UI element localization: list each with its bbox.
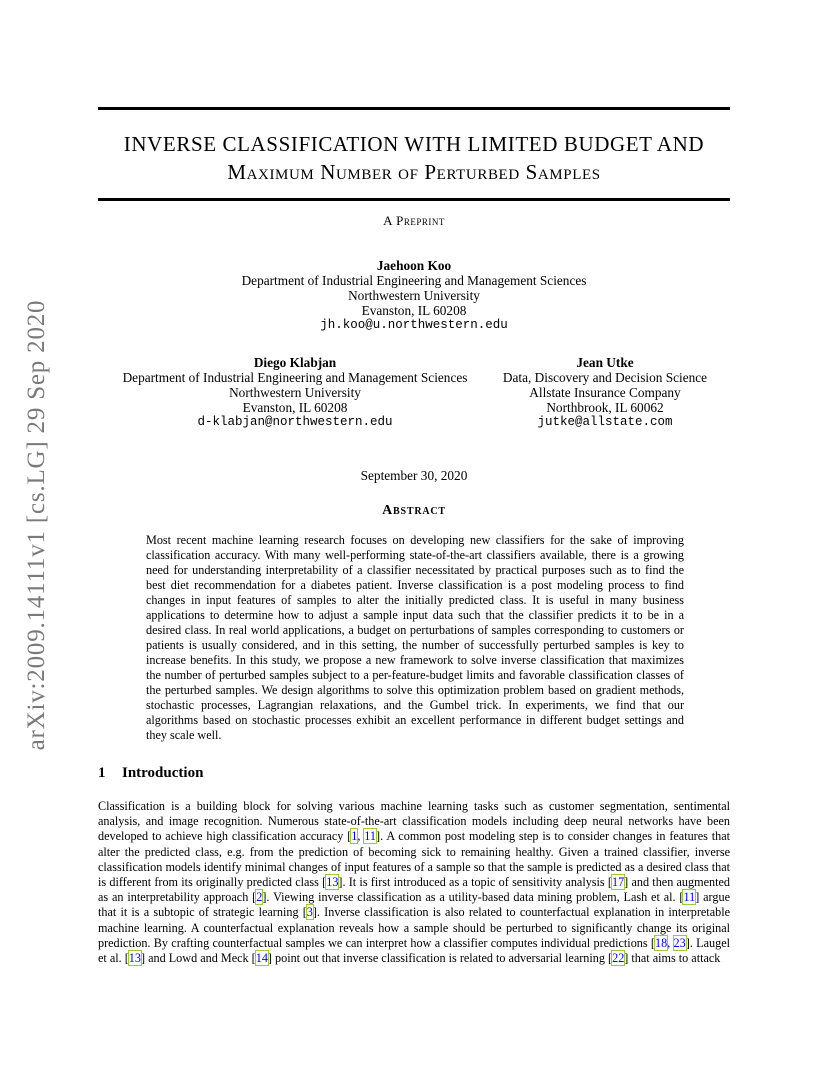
author-institution: Allstate Insurance Company <box>529 385 681 400</box>
section-heading <box>98 765 203 782</box>
text-run: ] that aims to attack <box>624 951 721 966</box>
author-location: Evanston, IL 60208 <box>361 303 467 318</box>
citation-link[interactable]: 22 <box>612 951 625 966</box>
title-cap: C <box>222 132 238 156</box>
abstract-text: Most recent machine learning research focuses on developing new classifiers for the sake of improving classification accuracy. With many well-performing state-of-the-art classifiers available, there is a growing need for understanding interpretability of a classifier necessitated by practical purposes such as to find the best diet recommendation for a diabetes patient. Inverse classification is a post modeling process to find changes in input features of samples to alter the initially predicted class. It is useful in many business applications to determine how to adjust a sample input data such that the classifier predicts it to be in a desired class. In real world applications, a budget on perturbations of samples corresponding to customers or patients is usually considered, and in this setting, the number of successfully perturbed samples is key to increase benefits. In this study, we propose a new framework to solve inverse classification that maximizes the number of perturbed samples subject to a per-feature-budget limits and favorable classification classes of the perturbed samples. We design algorithms to solve this optimization problem based on gradient methods, stochastic processes, Lagrangian relaxations, and the Gumbel trick. In experiments, we find that our algorithms based on stochastic processes exhibit an excellent performance in different budget settings and they scale well. <box>146 533 684 742</box>
text-run: ]. A common post modeling step is to consider changes in features that alter the predicted class, e.g. from the prediction of becoming sick to remaining healthy. Given a trained classifier, inverse classification models identify minimal changes of input features of a sample so that the sample is predicted as a desired class that is different from its originally predicted class [ <box>98 829 731 890</box>
title-sc: IMITED <box>480 132 564 156</box>
author-3 <box>490 355 720 430</box>
text-run: ] and Lowd and Meck [ <box>140 951 256 966</box>
title-top-rule <box>98 107 730 110</box>
text-run: ]. It is first introduced as a topic of sensitivity analysis [ <box>338 875 612 890</box>
citation-link[interactable]: 23 <box>673 935 686 950</box>
text-run: , <box>667 935 674 950</box>
author-email[interactable]: jh.koo@u.northwestern.edu <box>320 318 508 332</box>
author-email[interactable]: d-klabjan@northwestern.edu <box>197 415 393 429</box>
author-affiliation: Data, Discovery and Decision Science <box>502 370 708 385</box>
author-2 <box>110 355 480 430</box>
title-line-1 <box>98 130 730 158</box>
citation-link[interactable]: 1 <box>351 829 358 844</box>
publication-date: September 30, 2020 <box>360 468 468 483</box>
citation-link[interactable]: 11 <box>683 890 696 905</box>
citation-link[interactable]: 3 <box>306 905 313 920</box>
text-run: ]. Inverse classification is also related to counterfactual explanation in interpretable machine learning. A counterfactual explanation reveals how a sample should be perturbed to significantly change its original prediction. By crafting counterfactual samples we can interpret how a classifier computes individual predictions [ <box>98 905 730 950</box>
citation-link[interactable]: 17 <box>611 875 625 890</box>
author-affiliation: Department of Industrial Engineering and Management Sciences <box>241 273 587 288</box>
abstract-heading: Abstract <box>382 503 446 518</box>
text-run: ]. Laugel et al. [ <box>98 935 730 966</box>
title-sc: NVERSE <box>131 132 223 156</box>
author-location: Evanston, IL 60208 <box>242 400 348 415</box>
author-1 <box>98 258 730 333</box>
text-run: , <box>357 829 365 844</box>
author-name: Jaehoon Koo <box>376 258 452 273</box>
text-run: ]. Viewing inverse classification as a utility-based data mining problem, Lash et al. [ <box>262 890 684 905</box>
title-cap: L <box>467 132 481 156</box>
citation-link[interactable]: 11 <box>364 829 377 844</box>
section-number: 1 <box>98 765 106 781</box>
preprint-label: A Preprint <box>383 213 445 228</box>
arxiv-sidebar-stamp[interactable]: arXiv:2009.14111v1 [cs.LG] 29 Sep 2020 <box>23 299 50 751</box>
title-sc: LASSIFICATION WITH <box>237 132 468 156</box>
citation-link[interactable]: 13 <box>326 875 339 890</box>
text-run: ] and then augmented as an interpretability approach [ <box>98 875 730 905</box>
author-institution: Northwestern University <box>229 385 361 400</box>
section-title: Introduction <box>122 765 204 781</box>
title-cap: I <box>123 132 132 156</box>
author-location: Northbrook, IL 60062 <box>546 400 664 415</box>
citation-link[interactable]: 14 <box>255 951 268 966</box>
author-name: Jean Utke <box>576 355 634 370</box>
author-name: Diego Klabjan <box>253 355 337 370</box>
author-institution: Northwestern University <box>348 288 480 303</box>
text-run: ] point out that inverse classification is related to adversarial learning [ <box>267 951 613 966</box>
title-cap: B <box>563 132 579 156</box>
paper-title <box>98 130 730 186</box>
title-sc: UDGET AND <box>578 132 705 156</box>
title-line-2: Maximum Number of Perturbed Samples <box>227 160 601 184</box>
citation-link[interactable]: 2 <box>256 890 263 905</box>
author-email[interactable]: jutke@allstate.com <box>537 415 673 429</box>
title-bottom-rule <box>98 198 730 201</box>
citation-link[interactable]: 13 <box>128 951 141 966</box>
text-run: Classification is a building block for solving various machine learning tasks such as customer segmentation, sentimental analysis, and image recognition. Numerous state-of-the-art classification models including deep neural networks have been developed to achieve high classification accuracy [ <box>98 799 730 844</box>
intro-paragraph <box>98 799 730 966</box>
citation-link[interactable]: 18 <box>655 935 668 950</box>
author-affiliation: Department of Industrial Engineering and Management Sciences <box>122 370 468 385</box>
text-run: ] argue that it is a subtopic of strategic learning [ <box>98 890 730 920</box>
